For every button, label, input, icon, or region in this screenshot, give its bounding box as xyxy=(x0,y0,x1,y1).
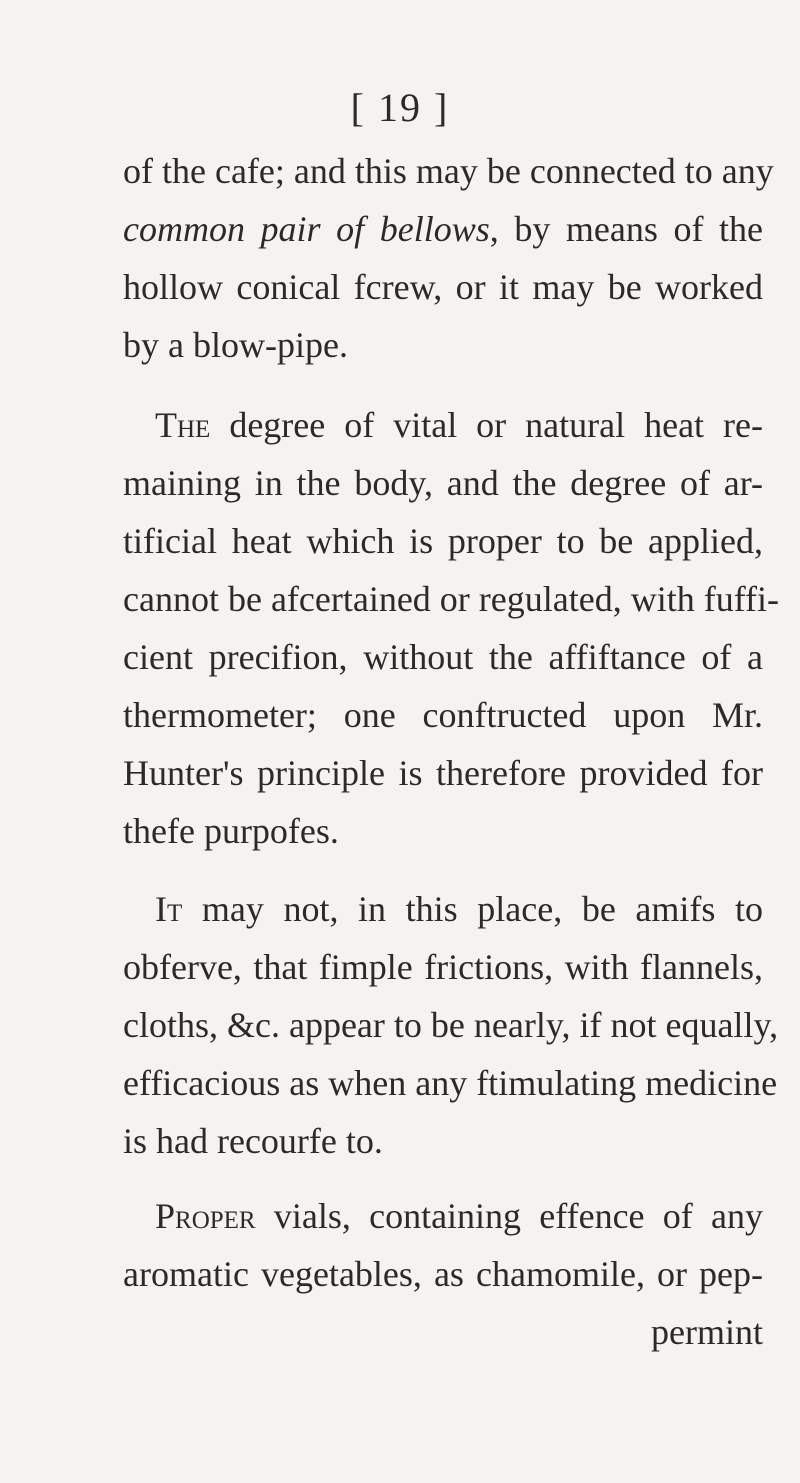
text-line: is had recourfe to. xyxy=(123,1121,383,1161)
text-line xyxy=(123,1187,763,1245)
line-rest: vials, containing effence of any xyxy=(255,1196,763,1236)
text-line xyxy=(123,396,763,454)
text-line: aromatic vegetables, as chamomile, or pep- xyxy=(123,1254,763,1294)
text-line: permint xyxy=(651,1312,763,1352)
text-line: tificial heat which is proper to be applied, xyxy=(123,521,763,561)
text-line: of the cafe; and this may be connected to any xyxy=(123,151,774,191)
paragraph-2 xyxy=(123,396,780,860)
paragraph-lead: Proper xyxy=(155,1196,256,1236)
text-line: cient precifion, without the affiftance of a xyxy=(123,637,763,677)
paragraph-4 xyxy=(123,1187,763,1361)
page-number: [ 19 ] xyxy=(350,85,450,130)
italic-phrase: common pair of bellows xyxy=(123,209,490,249)
paragraph-1 xyxy=(123,142,774,374)
text-line: cannot be afcertained or regulated, with fuffi- xyxy=(123,579,780,619)
text-line xyxy=(123,880,763,938)
line-rest: degree of vital or natural heat re- xyxy=(210,405,763,445)
text-line: by a blow-pipe. xyxy=(123,325,348,365)
paragraph-3 xyxy=(123,880,779,1170)
paragraph-lead: The xyxy=(155,405,211,445)
text-line: thefe purpofes. xyxy=(123,811,339,851)
paragraph-lead: It xyxy=(155,889,183,929)
text-line: thermometer; one conftructed upon Mr. xyxy=(123,695,763,735)
text-line: obferve, that fimple frictions, with flannels, xyxy=(123,947,763,987)
text-line: hollow conical fcrew, or it may be worked xyxy=(123,267,763,307)
text-line: cloths, &c. appear to be nearly, if not equally, xyxy=(123,1005,779,1045)
line-rest: may not, in this place, be amifs to xyxy=(182,889,763,929)
text-line xyxy=(123,200,763,258)
line-rest: , by means of the xyxy=(489,209,763,249)
text-line: Hunter's principle is therefore provided for xyxy=(123,753,763,793)
text-line: maining in the body, and the degree of ar- xyxy=(123,463,763,503)
text-line: efficacious as when any ftimulating medicine xyxy=(123,1063,778,1103)
